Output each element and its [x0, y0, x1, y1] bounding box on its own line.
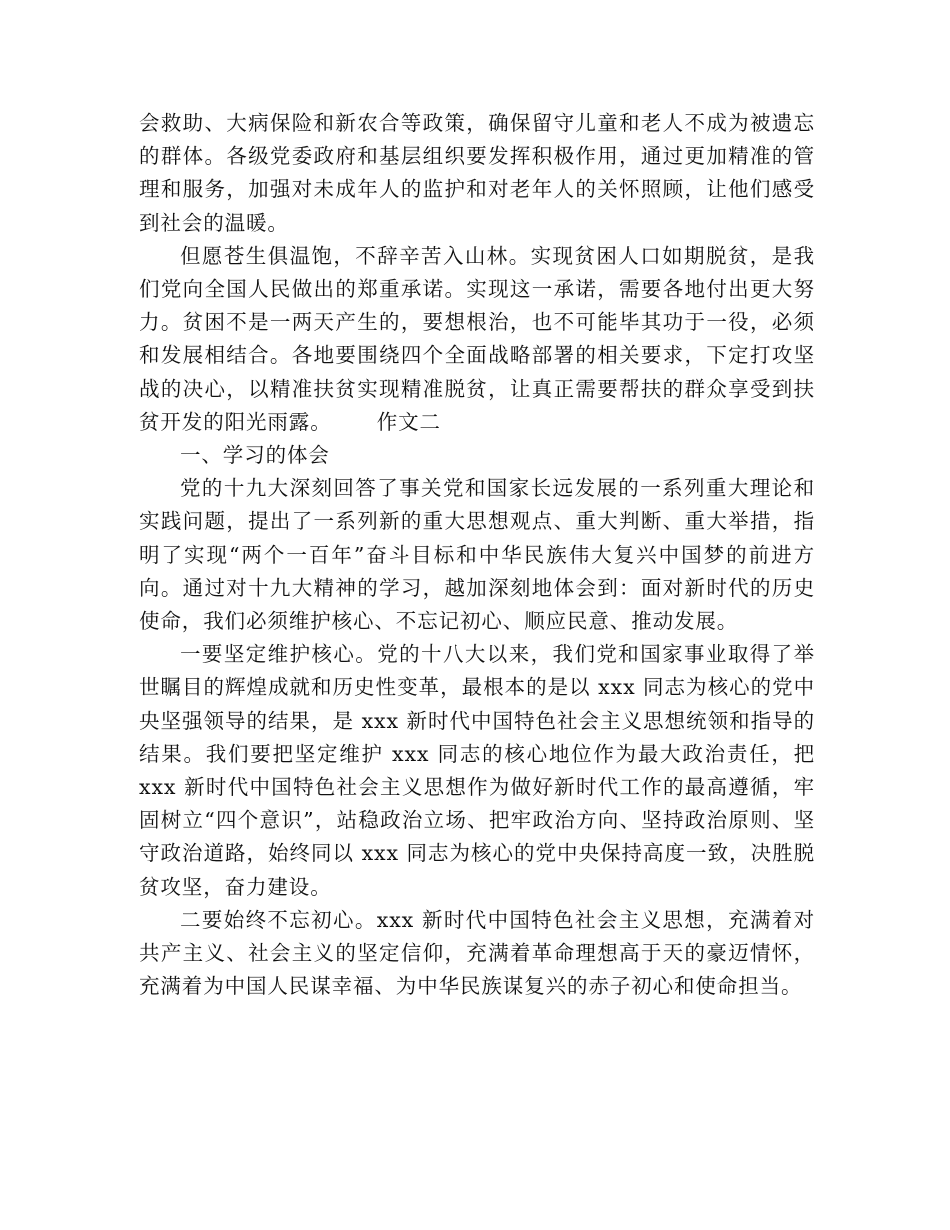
document-body: [139, 107, 815, 1003]
paragraph-2: [139, 240, 815, 439]
paragraph-5: 二要始终不忘初心。xxx 新时代中国特色社会主义思想，充满着对共产主义、社会主义的坚定信仰，充满着革命理想高于天的豪迈情怀，充满着为中国人民谋幸福、为中华民族谋复兴的赤子初心和使命担当。: [139, 907, 815, 999]
paragraph-1: 会救助、大病保险和新农合等政策，确保留守儿童和老人不成为被遗忘的群体。各级党委政府和基层组织要发挥积极作用，通过更加精准的管理和服务，加强对未成年人的监护和对老年人的关怀照顾，让他们感受到社会的温暖。: [139, 111, 815, 235]
paragraph-2-text: 但愿苍生俱温饱，不辞辛苦入山林。实现贫困人口如期脱贫，是我们党向全国人民做出的郑重承诺。实现这一承诺，需要各地付出更大努力。贫困不是一两天产生的，要想根治，也不可能毕其功于一役，必须和发展相结合。各地要围绕四个全面战略部署的相关要求，下定打攻坚战的决心，以精准扶贫实现精准脱贫，让真正需要帮扶的群众享受到扶贫开发的阳光雨露。: [139, 243, 815, 434]
essay-two-heading: 作文二: [376, 409, 441, 434]
paragraph-3: 党的十九大深刻回答了事关党和国家长远发展的一系列重大理论和实践问题，提出了一系列新的重大思想观点、重大判断、重大举措，指明了实现“两个一百年”奋斗目标和中华民族伟大复兴中国梦的前进方向。通过对十九大精神的学习，越加深刻地体会到：面对新时代的历史使命，我们必须维护核心、不忘记初心、顺应民意、推动发展。: [139, 476, 815, 634]
paragraph-4: 一要坚定维护核心。党的十八大以来，我们党和国家事业取得了举世瞩目的辉煌成就和历史性变革，最根本的是以 xxx 同志为核心的党中央坚强领导的结果，是 xxx 新时代中国特色社会主义思想统领和指导的结果。我们要把坚定维护 xxx 同志的核心地位作为最大政治责任，把 xxx 新时代中国特色社会主义思想作为做好新时代工作的最高遵循，牢固树立“四个意识”，站稳政治立场、把牢政治方向、坚持政治原则、坚守政治道路，始终同以 xxx 同志为核心的党中央保持高度一致，决胜脱贫攻坚，奋力建设。: [139, 642, 815, 899]
section-heading-study: 一、学习的体会: [180, 443, 330, 468]
